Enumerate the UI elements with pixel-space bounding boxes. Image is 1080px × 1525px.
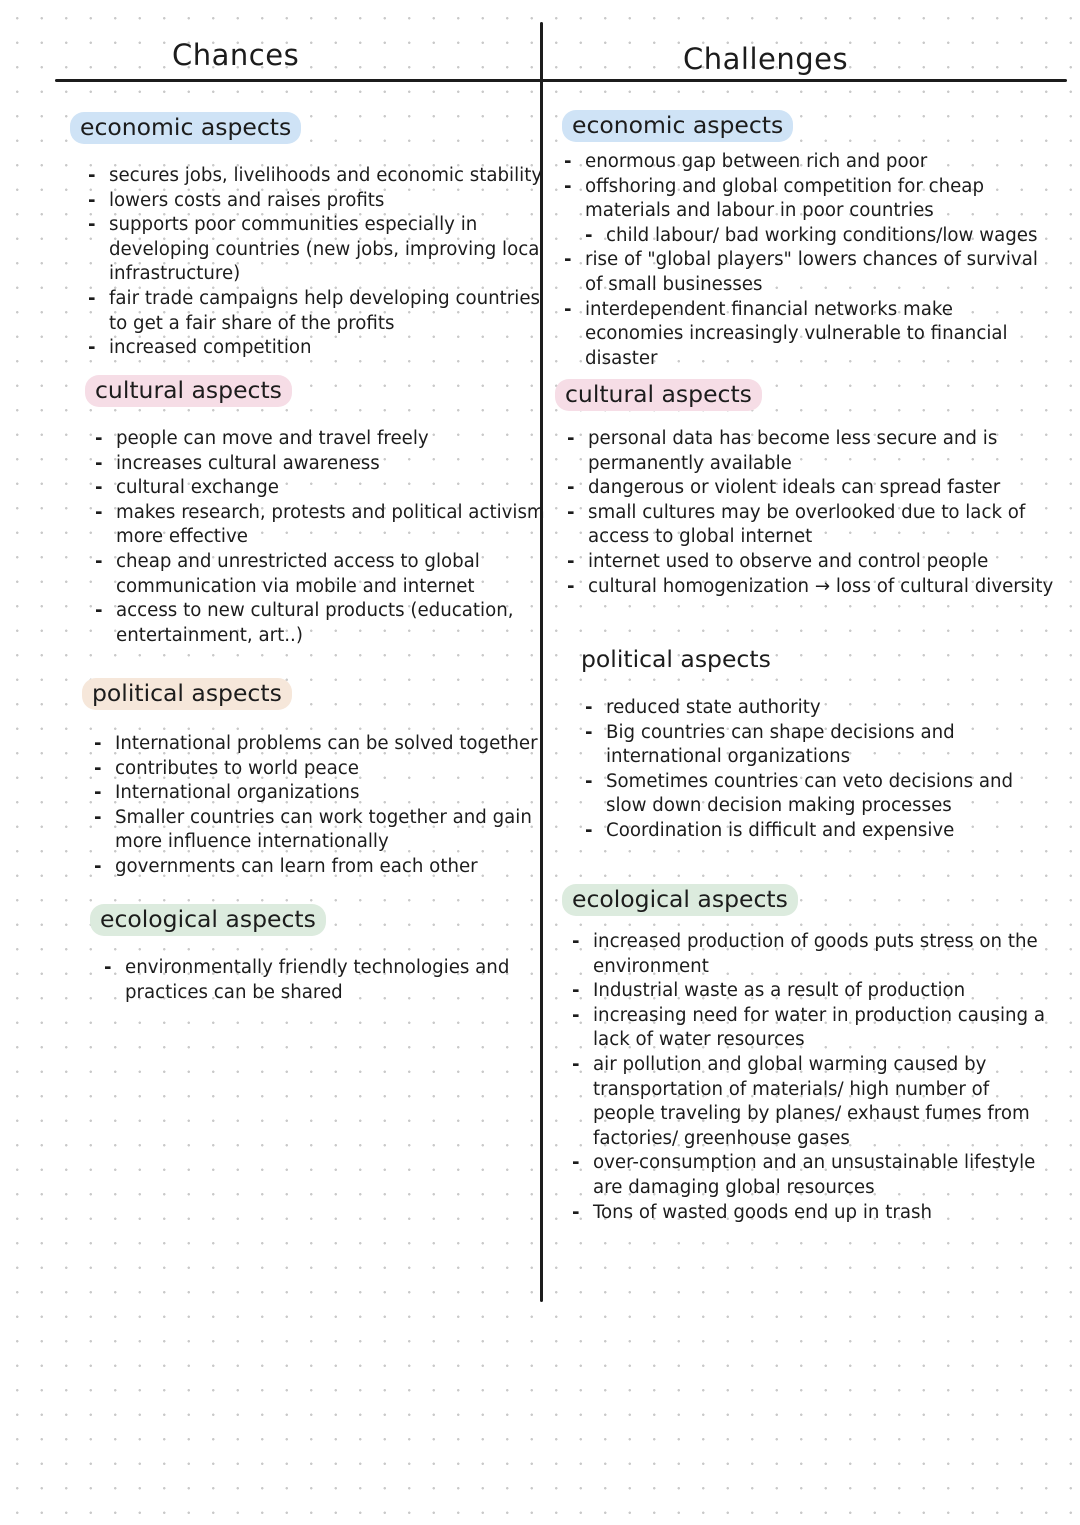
section-heading: political aspects xyxy=(581,645,771,673)
list-item: - small cultures may be overlooked due to lack of access to global internet xyxy=(567,501,1053,550)
list-item: - increased competition xyxy=(88,336,544,361)
chances-ecological-section xyxy=(100,904,509,1005)
list-item: - increasing need for water in production causing a lack of water resources xyxy=(572,1004,1045,1053)
list-item: - Industrial waste as a result of production xyxy=(572,979,1045,1004)
list-item: - increases cultural awareness xyxy=(95,452,545,477)
section-heading: economic aspects xyxy=(70,112,301,144)
list-item: - dangerous or violent ideals can spread faster xyxy=(567,476,1053,501)
list-item: - International problems can be solved together xyxy=(94,732,538,757)
list-item: - personal data has become less secure and is permanently available xyxy=(567,427,1053,476)
list-item: - International organizations xyxy=(94,781,538,806)
chances-cultural-list xyxy=(95,427,545,648)
chances-economic-list xyxy=(88,164,544,361)
section-heading: political aspects xyxy=(82,678,292,710)
list-item: - Coordination is difficult and expensive xyxy=(585,819,1013,844)
list-item: - rise of "global players" lowers chances of survival of small businesses xyxy=(564,248,1038,297)
list-item: - environmentally friendly technologies and practices can be shared xyxy=(104,956,509,1005)
chances-political-section xyxy=(92,678,538,880)
list-item: - contributes to world peace xyxy=(94,757,538,782)
list-item: - Smaller countries can work together and gain more influence internationally xyxy=(94,806,538,855)
challenges-cultural-list xyxy=(567,427,1053,599)
challenges-economic-section xyxy=(572,110,1038,371)
list-item: - offshoring and global competition for cheap materials and labour in poor countries xyxy=(564,175,1038,224)
section-heading: ecological aspects xyxy=(562,884,798,916)
list-item: - secures jobs, livelihoods and economic stability xyxy=(88,164,544,189)
chances-cultural-section xyxy=(95,375,545,648)
list-item: - people can move and travel freely xyxy=(95,427,545,452)
challenges-cultural-section xyxy=(565,379,1053,599)
section-heading: ecological aspects xyxy=(90,904,326,936)
list-item: - increased production of goods puts stress on the environment xyxy=(572,930,1045,979)
list-item: - interdependent financial networks make economies increasingly vulnerable to financial disaster xyxy=(564,298,1038,372)
list-item: - makes research, protests and political activism more effective xyxy=(95,501,545,550)
list-item: - access to new cultural products (education, entertainment, art..) xyxy=(95,599,545,648)
section-heading: cultural aspects xyxy=(85,375,292,407)
list-item: - Sometimes countries can veto decisions and slow down decision making processes xyxy=(585,770,1013,819)
list-item: - cheap and unrestricted access to global communication via mobile and internet xyxy=(95,550,545,599)
challenges-political-section xyxy=(581,644,1013,844)
challenges-column-title: Challenges xyxy=(683,42,849,76)
challenges-ecological-list xyxy=(572,930,1045,1225)
challenges-political-list xyxy=(585,696,1013,844)
section-heading: economic aspects xyxy=(562,110,793,142)
challenges-ecological-section xyxy=(572,884,1045,1225)
list-item: - over-consumption and an unsustainable lifestyle are damaging global resources xyxy=(572,1151,1045,1200)
list-item: - fair trade campaigns help developing countries to get a fair share of the profits xyxy=(88,287,544,336)
list-item: - supports poor communities especially in developing countries (new jobs, improving local infrastructure) xyxy=(88,213,544,287)
chances-column-title: Chances xyxy=(172,38,300,72)
list-item: - air pollution and global warming caused by transportation of materials/ high number of people traveling by planes/ exhaust fumes from factories/ greenhouse gases xyxy=(572,1053,1045,1151)
list-item: - child labour/ bad working conditions/low wages xyxy=(564,224,1038,249)
chances-political-list xyxy=(94,732,538,880)
section-heading: cultural aspects xyxy=(555,379,762,411)
list-item: - enormous gap between rich and poor xyxy=(564,150,1038,175)
list-item: - Big countries can shape decisions and international organizations xyxy=(585,721,1013,770)
list-item: - Tons of wasted goods end up in trash xyxy=(572,1201,1045,1226)
list-item: - lowers costs and raises profits xyxy=(88,189,544,214)
chances-economic-section xyxy=(80,112,544,361)
list-item: - cultural exchange xyxy=(95,476,545,501)
chances-ecological-list xyxy=(104,956,509,1005)
list-item: - governments can learn from each other xyxy=(94,855,538,880)
header-divider xyxy=(55,79,1067,82)
list-item: - cultural homogenization → loss of cultural diversity xyxy=(567,575,1053,600)
challenges-economic-list xyxy=(564,150,1038,371)
list-item: - internet used to observe and control people xyxy=(567,550,1053,575)
list-item: - reduced state authority xyxy=(585,696,1013,721)
